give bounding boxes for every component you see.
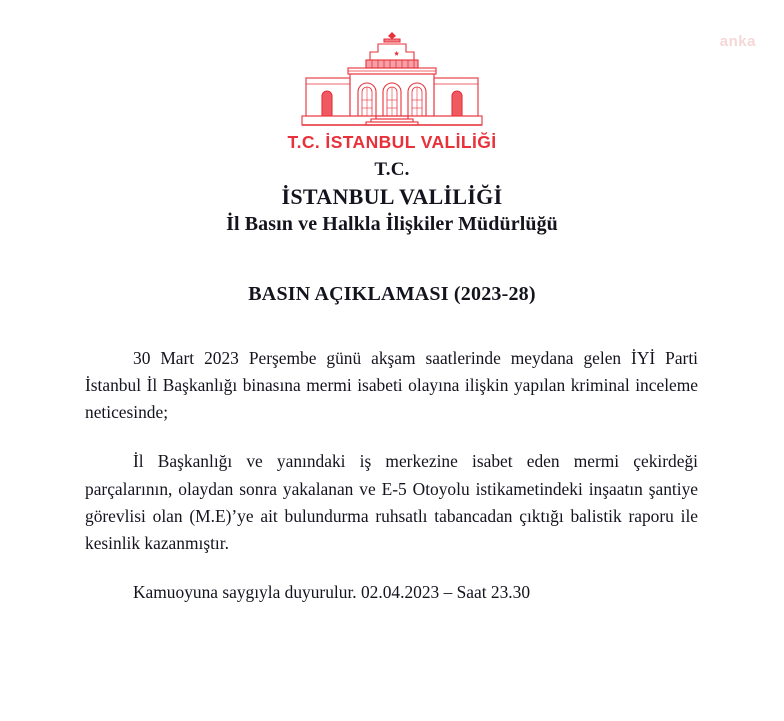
letterhead-logo bbox=[0, 30, 784, 153]
closing-statement: Kamuoyuna saygıyla duyurulur. 02.04.2023 – Saat 23.30 bbox=[133, 581, 531, 602]
watermark-label: anka bbox=[719, 33, 756, 50]
heading-line-governorship: İSTANBUL VALİLİĞİ bbox=[281, 183, 503, 209]
paragraph-first: 30 Mart 2023 Perşembe günü akşam saatlerinde meydana gelen İYİ Parti İstanbul İl Başkanlığı binasına mermi isabeti olayına ilişkin yapılan kriminal inceleme neticesinde; bbox=[85, 348, 698, 423]
document-title: BASIN AÇIKLAMASI (2023-28) bbox=[248, 283, 536, 305]
organization-heading bbox=[0, 158, 784, 237]
document-body bbox=[85, 345, 698, 606]
logo-caption: T.C. İSTANBUL VALİLİĞİ bbox=[287, 132, 497, 152]
government-building-icon bbox=[292, 30, 492, 130]
heading-line-department: İl Basın ve Halkla İlişkiler Müdürlüğü bbox=[226, 213, 558, 236]
heading-line-republic: T.C. bbox=[374, 159, 410, 180]
paragraph-second: İl Başkanlığı ve yanındaki iş merkezine isabet eden mermi çekirdeği parçalarının, olaydan sonra yakalanan ve E-5 Otoyolu istikametindeki inşaatın şantiye görevlisi olan (M.E)’ye ait bulundurma ruhsatlı tabancadan çıktığı balistik raporu ile kesinlik kazanmıştır. bbox=[85, 451, 698, 553]
